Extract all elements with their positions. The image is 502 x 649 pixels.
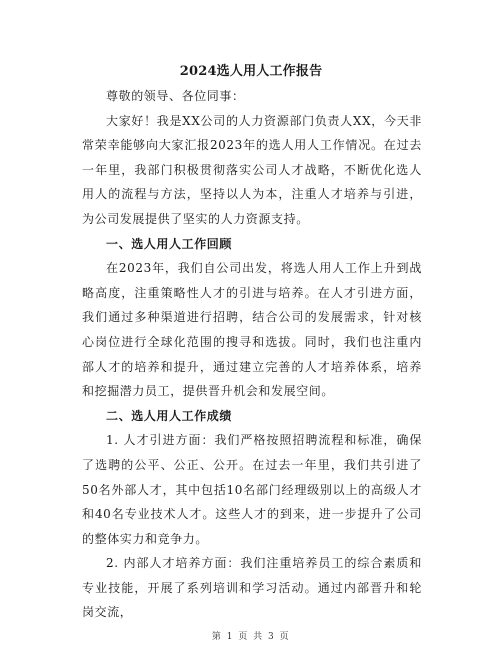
achievement-item-talent-recruitment: 1. 人才引进方面：我们严格按照招聘流程和标准，确保了选聘的公平、公正、公开。在过去一年里，我们共引进了50名外部人才，其中包括10名部门经理级别以上的高级人才和40名专业技术人才。这些人才的到来，进一步提升了公司的整体实力和竞争力。 — [82, 433, 422, 546]
intro-paragraph: 大家好！我是XX公司的人力资源部门负责人XX，今天非常荣幸能够向大家汇报2023年的选人用人工作情况。在过去一年里，我部门积极贯彻落实公司人才战略，不断优化选人用人的流程与方法，坚持以人为本，注重人才培养与引进，为公司发展提供了坚实的人力资源支持。 — [82, 113, 422, 226]
section-heading-achievements: 二、选人用人工作成绩 — [106, 408, 233, 423]
salutation: 尊敬的领导、各位同事： — [106, 89, 245, 103]
page-footer: 第 1 页 共 3 页 — [211, 632, 291, 642]
section-heading-review: 一、选人用人工作回顾 — [106, 236, 233, 251]
document-body — [82, 84, 422, 625]
achievement-item-internal-training: 2. 内部人才培养方面：我们注重培养员工的综合素质和专业技能，开展了系列培训和学习活动。通过内部晋升和轮岗交流， — [82, 556, 422, 620]
review-paragraph: 在2023年，我们自公司出发，将选人用人工作上升到战略高度，注重策略性人才的引进与培养。在人才引进方面，我们通过多种渠道进行招聘，结合公司的发展需求，针对核心岗位进行全球化范围的搜寻和选拔。同时，我们也注重内部人才的培养和提升，通过建立完善的人才培养体系，培养和挖掘潜力员工，提供晋升机会和发展空间。 — [82, 261, 422, 399]
document-title: 2024选人用人工作报告 — [179, 64, 323, 79]
